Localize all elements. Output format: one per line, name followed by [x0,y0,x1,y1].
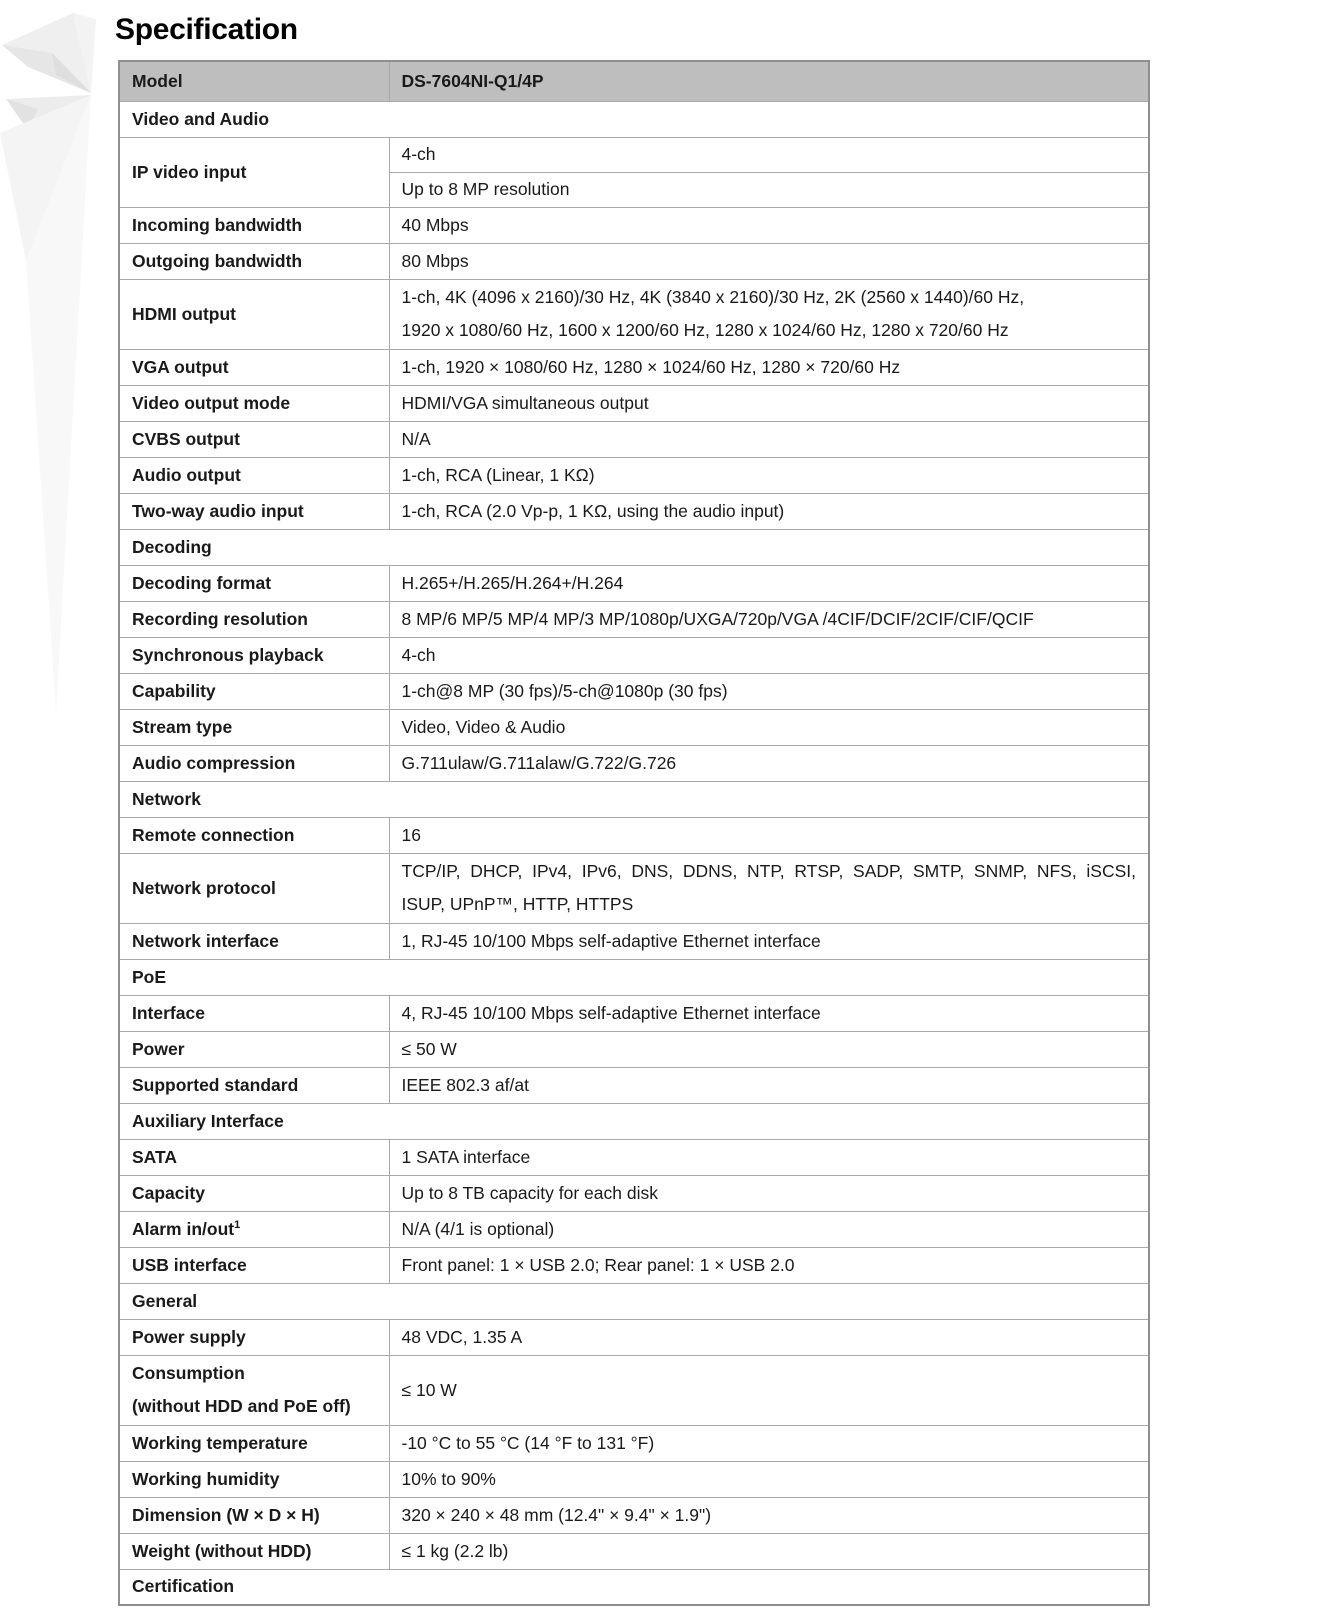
spec-label-text: Supported standard [132,1074,299,1095]
table-row [119,1175,1149,1211]
section-row [119,529,1149,565]
spec-label-cell [119,1139,389,1175]
spec-value-cell: 10% to 90% [389,1461,1149,1497]
spec-value-cell: 320 × 240 × 48 mm (12.4" × 9.4" × 1.9") [389,1497,1149,1533]
spec-page [0,13,1323,1606]
spec-label-text: Synchronous playback [132,644,324,665]
spec-value-cell: 1-ch, 1920 × 1080/60 Hz, 1280 × 1024/60 Hz, 1280 × 720/60 Hz [389,349,1149,385]
spec-label-text: Alarm in/out [132,1218,235,1239]
spec-value-line: ISUP, UPnP™, HTTP, HTTPS [401,894,634,914]
spec-label-cell [119,1461,389,1497]
spec-value-cell: 40 Mbps [389,207,1149,243]
model-label-cell: Model [119,61,389,101]
spec-label-cell [119,1067,389,1103]
section-row [119,101,1149,137]
spec-label-cell [119,349,389,385]
section-header-cell: General [119,1283,1149,1319]
spec-value-cell: G.711ulaw/G.711alaw/G.722/G.726 [389,745,1149,781]
page-title: Specification [115,13,298,46]
spec-value-cell: 1-ch, RCA (Linear, 1 KΩ) [389,457,1149,493]
spec-label-text: Decoding format [132,572,272,593]
spec-label-line: (without HDD and PoE off) [132,1396,351,1416]
table-row [119,1031,1149,1067]
spec-label-cell [119,673,389,709]
section-row [119,781,1149,817]
spec-value-line: 1920 x 1080/60 Hz, 1600 x 1200/60 Hz, 1280 x 1024/60 Hz, 1280 x 720/60 Hz [401,320,1009,340]
spec-value-cell: H.265+/H.265/H.264+/H.264 [389,565,1149,601]
section-header-cell: Auxiliary Interface [119,1103,1149,1139]
spec-value-cell: 4, RJ-45 10/100 Mbps self-adaptive Ethernet interface [389,995,1149,1031]
spec-label-cell [119,1533,389,1569]
table-row [119,745,1149,781]
table-row [119,995,1149,1031]
section-row [119,1103,1149,1139]
spec-label-cell [119,923,389,959]
spec-value-cell: HDMI/VGA simultaneous output [389,385,1149,421]
spec-label-text: Network protocol [132,877,276,898]
spec-label-cell [119,1425,389,1461]
spec-label-cell [119,853,389,923]
spec-value-cell: 48 VDC, 1.35 A [389,1319,1149,1355]
spec-value-cell: N/A [389,421,1149,457]
spec-label-text: VGA output [132,356,229,377]
spec-label-text: Power [132,1038,185,1059]
table-row [119,923,1149,959]
spec-label-cell [119,709,389,745]
spec-label-superscript: 1 [234,1218,241,1231]
table-row [119,817,1149,853]
table-row [119,601,1149,637]
spec-label-text: Stream type [132,716,233,737]
table-row [119,457,1149,493]
table-row [119,1211,1149,1247]
table-row [119,673,1149,709]
spec-table-body [119,61,1149,1605]
table-row [119,385,1149,421]
spec-value-line: TCP/IP, DHCP, IPv4, IPv6, DNS, DDNS, NTP, RTSP, SADP, SMTP, SNMP, NFS, iSCSI, [401,861,1136,881]
spec-label-line: Consumption [132,1363,245,1383]
model-row [119,61,1149,101]
spec-label-text: Working humidity [132,1468,280,1489]
spec-value-cell: 16 [389,817,1149,853]
spec-label-cell [119,421,389,457]
spec-label-text: Working temperature [132,1432,308,1453]
spec-value-cell: IEEE 802.3 af/at [389,1067,1149,1103]
spec-value-cell: ≤ 10 W [389,1355,1149,1425]
table-row [119,1497,1149,1533]
spec-value-cell: 1 SATA interface [389,1139,1149,1175]
table-row [119,1533,1149,1569]
table-row [119,1247,1149,1283]
spec-value-cell: -10 °C to 55 °C (14 °F to 131 °F) [389,1425,1149,1461]
spec-label-cell [119,243,389,279]
spec-value-cell: Video, Video & Audio [389,709,1149,745]
table-row [119,637,1149,673]
spec-label-text: Outgoing bandwidth [132,250,303,271]
spec-label-text: USB interface [132,1254,247,1275]
spec-value-cell: ≤ 1 kg (2.2 lb) [389,1533,1149,1569]
table-row [119,243,1149,279]
section-header-cell: Certification [119,1569,1149,1605]
spec-value-cell: Front panel: 1 × USB 2.0; Rear panel: 1 × USB 2.0 [389,1247,1149,1283]
table-row [119,421,1149,457]
table-row [119,1067,1149,1103]
spec-value-cell [389,853,1149,923]
spec-label-cell [119,565,389,601]
spec-label-text: Dimension (W × D × H) [132,1504,320,1525]
spec-table [118,60,1150,1606]
table-row [119,1425,1149,1461]
spec-label-cell [119,1247,389,1283]
spec-value-cell [389,279,1149,349]
spec-label-cell [119,817,389,853]
spec-label-text: Recording resolution [132,608,308,629]
spec-label-cell [119,493,389,529]
table-row [119,565,1149,601]
section-header-cell: PoE [119,959,1149,995]
spec-value-cell: 4-ch [389,637,1149,673]
spec-label-text: Capacity [132,1182,205,1203]
spec-label-text: Interface [132,1002,205,1023]
spec-label-cell [119,457,389,493]
spec-label-text: Capability [132,680,216,701]
spec-value-cell: N/A (4/1 is optional) [389,1211,1149,1247]
table-row [119,137,1149,172]
spec-value-cell: 1-ch, RCA (2.0 Vp-p, 1 KΩ, using the audio input) [389,493,1149,529]
table-row [119,1355,1149,1425]
table-row [119,493,1149,529]
model-value-cell: DS-7604NI-Q1/4P [389,61,1149,101]
spec-label-cell [119,1211,389,1247]
table-row [119,853,1149,923]
spec-label-text: Incoming bandwidth [132,214,303,235]
spec-label-cell [119,1031,389,1067]
spec-value-cell: 1, RJ-45 10/100 Mbps self-adaptive Ethernet interface [389,923,1149,959]
spec-label-text: CVBS output [132,428,240,449]
section-row [119,959,1149,995]
spec-label-text: Video output mode [132,392,291,413]
spec-label-cell [119,601,389,637]
section-header-cell: Decoding [119,529,1149,565]
section-header-cell: Network [119,781,1149,817]
spec-label-cell [119,637,389,673]
table-row [119,1461,1149,1497]
spec-label-text: Audio compression [132,752,296,773]
spec-label-cell [119,279,389,349]
spec-label-cell [119,1175,389,1211]
spec-value-cell: 4-ch [389,137,1149,172]
table-row [119,279,1149,349]
table-row [119,207,1149,243]
spec-label-text: Two-way audio input [132,500,304,521]
spec-value-line: 1-ch, 4K (4096 x 2160)/30 Hz, 4K (3840 x 2160)/30 Hz, 2K (2560 x 1440)/60 Hz, [401,287,1025,307]
spec-label-text: HDMI output [132,303,236,324]
spec-label-cell [119,207,389,243]
spec-label-text: Remote connection [132,824,295,845]
spec-label-text: SATA [132,1146,178,1167]
spec-label-text: Weight (without HDD) [132,1540,312,1561]
section-header-cell: Video and Audio [119,101,1149,137]
spec-label-text: Audio output [132,464,241,485]
spec-label-cell [119,385,389,421]
section-row [119,1569,1149,1605]
spec-label-cell: IP video input [119,137,389,207]
table-row [119,1139,1149,1175]
spec-value-cell: Up to 8 MP resolution [389,172,1149,207]
table-row [119,1319,1149,1355]
table-row [119,709,1149,745]
spec-label-cell [119,1497,389,1533]
spec-value-cell: 1-ch@8 MP (30 fps)/5-ch@1080p (30 fps) [389,673,1149,709]
spec-value-cell: ≤ 50 W [389,1031,1149,1067]
table-row [119,349,1149,385]
spec-label-text: Power supply [132,1326,246,1347]
spec-label-cell [119,1355,389,1425]
section-row [119,1283,1149,1319]
spec-label-cell [119,745,389,781]
spec-value-cell: 8 MP/6 MP/5 MP/4 MP/3 MP/1080p/UXGA/720p/VGA /4CIF/DCIF/2CIF/CIF/QCIF [389,601,1149,637]
spec-label-cell [119,1319,389,1355]
spec-value-cell: 80 Mbps [389,243,1149,279]
spec-value-cell: Up to 8 TB capacity for each disk [389,1175,1149,1211]
spec-label-cell [119,995,389,1031]
spec-label-text: Network interface [132,930,279,951]
